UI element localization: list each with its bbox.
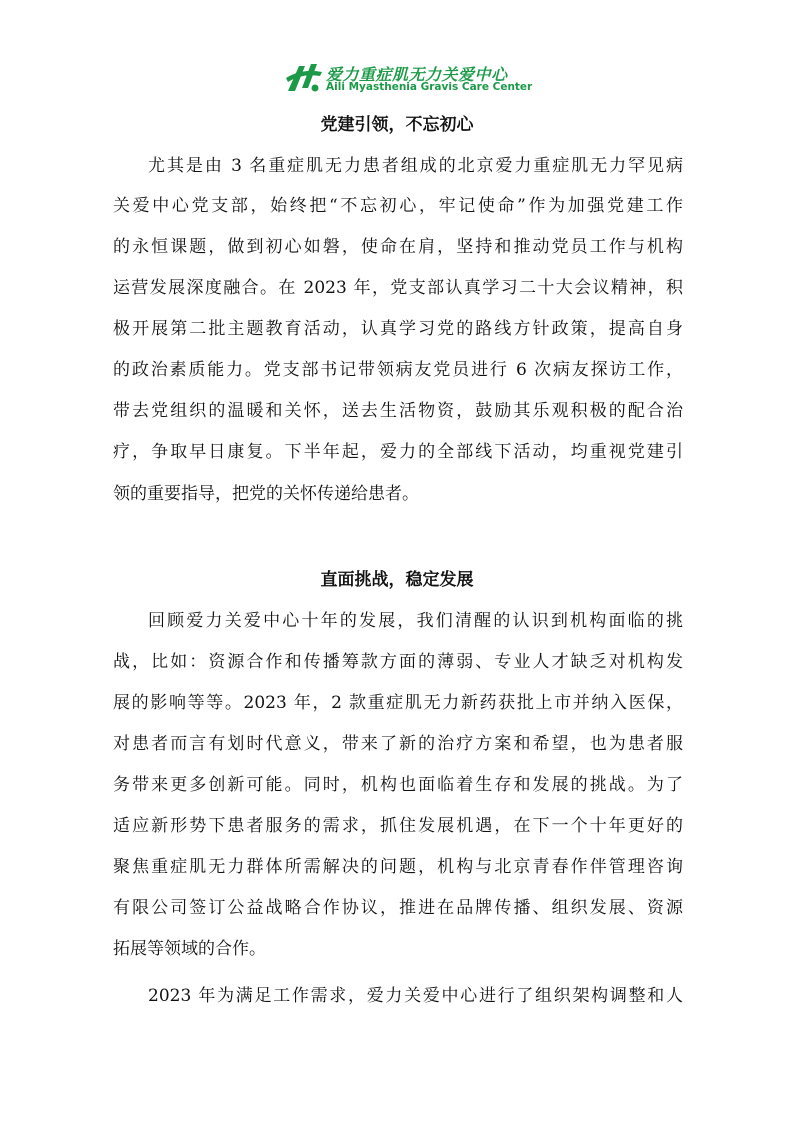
paragraph-line: 领的重要指导，把党的关怀传递给患者。 xyxy=(113,484,419,504)
section-title-party-building: 党建引领，不忘初心 xyxy=(320,115,474,135)
paragraph-line: 关爱中心党支部，始终把“不忘初心，牢记使命”作为加强党建工作 xyxy=(113,196,683,216)
logo-chinese-text: 爱力重症肌无力关爱中心 xyxy=(326,65,508,84)
paragraph-line: 战，比如：资源合作和传播筹款方面的薄弱、专业人才缺乏对机构发 xyxy=(113,652,683,672)
section-title-challenges: 直面挑战，稳定发展 xyxy=(320,570,474,590)
paragraph-line: 务带来更多创新可能。同时，机构也面临着生存和发展的挑战。为了 xyxy=(113,775,683,795)
page-header xyxy=(282,58,533,98)
paragraph-line: 对患者而言有划时代意义，带来了新的治疗方案和希望，也为患者服 xyxy=(113,734,683,754)
paragraph-line: 尤其是由 3 名重症肌无力患者组成的北京爱力重症肌无力罕见病 xyxy=(148,156,683,176)
paragraph-line: 的永恒课题，做到初心如磐，使命在肩，坚持和推动党员工作与机构 xyxy=(113,237,683,257)
paragraph-line: 的政治素质能力。党支部书记带领病友党员进行 6 次病友探访工作， xyxy=(113,360,683,380)
paragraph-line: 回顾爱力关爱中心十年的发展，我们清醒的认识到机构面临的挑 xyxy=(148,611,683,631)
paragraph-line: 有限公司签订公益战略合作协议，推进在品牌传播、组织发展、资源 xyxy=(113,898,683,918)
paragraph-line: 拓展等领域的合作。 xyxy=(113,939,266,959)
logo-english-text: Aili Myasthenia Gravis Care Center xyxy=(326,81,533,93)
paragraph-line: 带去党组织的温暖和关怀，送去生活物资，鼓励其乐观积极的配合治 xyxy=(113,401,683,421)
paragraph-line: 2023 年为满足工作需求，爱力关爱中心进行了组织架构调整和人 xyxy=(148,986,683,1006)
paragraph-line: 疗，争取早日康复。下半年起，爱力的全部线下活动，均重视党建引 xyxy=(113,442,683,462)
aili-logo-icon xyxy=(282,58,324,96)
paragraph-line: 极开展第二批主题教育活动，认真学习党的路线方针政策，提高自身 xyxy=(113,319,683,339)
paragraph-line: 运营发展深度融合。在 2023 年，党支部认真学习二十大会议精神，积 xyxy=(113,278,683,298)
paragraph-line: 聚焦重症肌无力群体所需解决的问题，机构与北京青春作伴管理咨询 xyxy=(113,857,683,877)
paragraph-line: 展的影响等等。2023 年，2 款重症肌无力新药获批上市并纳入医保， xyxy=(113,693,683,713)
paragraph-line: 适应新形势下患者服务的需求，抓住发展机遇，在下一个十年更好的 xyxy=(113,816,683,836)
